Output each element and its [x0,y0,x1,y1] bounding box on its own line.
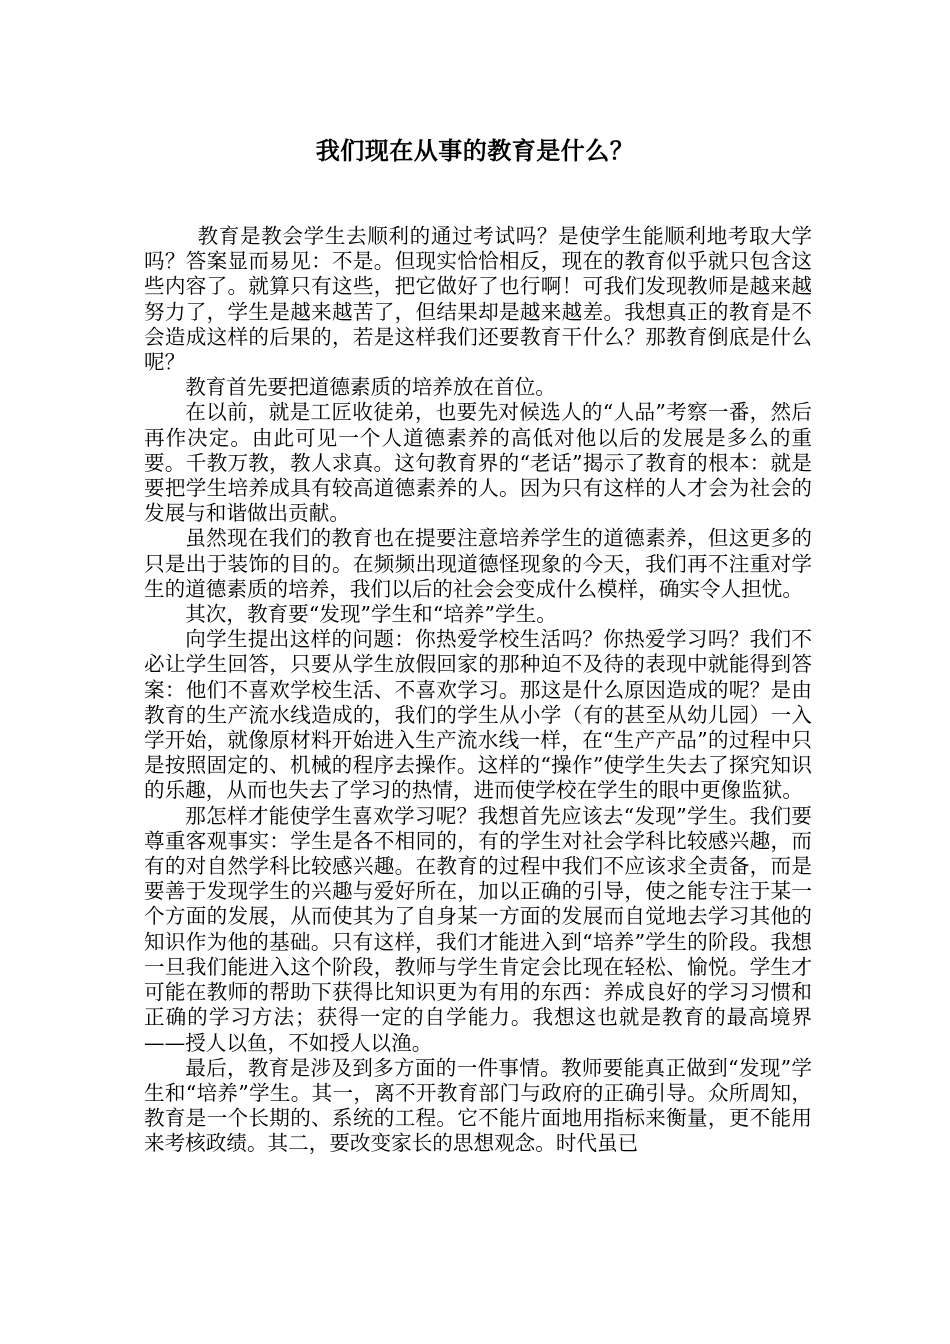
paragraph: 教育是教会学生去顺利的通过考试吗？是使学生能顺利地考取大学吗？答案显而易见：不是。但现实恰恰相反，现在的教育似乎就只包含这些内容了。就算只有这些，把它做好了也行啊！可我们发现教师是越来越努力了，学生是越来越苦了，但结果却是越来越差。我想真正的教育是不会造成这样的后果的，若是这样我们还要教育干什么？那教育倒底是什么呢？ [144,224,812,375]
paragraph: 教育首先要把道德素质的培养放在首位。 [185,375,556,400]
paragraph: 在以前，就是工匠收徒弟，也要先对候选人的“人品”考察一番，然后再作决定。由此可见一个人道德素养的高低对他以后的发展是多么的重要。千教万教，教人求真。这句教育界的“老话”揭示了教育的根本：就是要把学生培养成具有较高道德素养的人。因为只有这样的人才会为社会的发展与和谐做出贡献。 [144,400,812,526]
paragraph: 虽然现在我们的教育也在提要注意培养学生的道德素养，但这更多的只是出于装饰的目的。在频频出现道德怪现象的今天，我们再不注重对学生的道德素质的培养，我们以后的社会会变成什么模样，确实令人担忧。 [144,526,812,601]
paragraph: 其次，教育要“发现”学生和“培养”学生。 [185,602,557,627]
paragraph: 最后，教育是涉及到多方面的一件事情。教师要能真正做到“发现”学生和“培养”学生。其一，离不开教育部门与政府的正确引导。众所周知，教育是一个长期的、系统的工程。它不能片面地用指标来衡量，更不能用来考核政绩。其二，要改变家长的思想观念。时代虽已 [144,1055,812,1156]
paragraph: 向学生提出这样的问题：你热爱学校生活吗？你热爱学习吗？我们不必让学生回答，只要从学生放假回家的那种迫不及待的表现中就能得到答案：他们不喜欢学校生活、不喜欢学习。那这是什么原因造成的呢？是由教育的生产流水线造成的，我们的学生从小学（有的甚至从幼儿园）一入学开始，就像原材料开始进入生产流水线一样，在“生产产品”的过程中只是按照固定的、机械的程序去操作。这样的“操作”使学生失去了探究知识的乐趣，从而也失去了学习的热情，进而使学校在学生的眼中更像监狱。 [144,627,812,803]
document-body [144,224,812,1157]
paragraph: 那怎样才能使学生喜欢学习呢？我想首先应该去“发现”学生。我们要尊重客观事实：学生是各不相同的，有的学生对社会学科比较感兴趣，而有的对自然学科比较感兴趣。在教育的过程中我们不应该求全责备，而是要善于发现学生的兴趣与爱好所在，加以正确的引导，使之能专注于某一个方面的发展，从而使其为了自身某一方面的发展而自觉地去学习其他的知识作为他的基础。只有这样，我们才能进入到“培养”学生的阶段。我想一旦我们能进入这个阶段，教师与学生肯定会比现在轻松、愉悦。学生才可能在教师的帮助下获得比知识更为有用的东西：养成良好的学习习惯和正确的学习方法；获得一定的自学能力。我想这也就是教育的最高境界——授人以鱼，不如授人以渔。 [144,803,812,1055]
document-title: 我们现在从事的教育是什么？ [315,136,635,165]
